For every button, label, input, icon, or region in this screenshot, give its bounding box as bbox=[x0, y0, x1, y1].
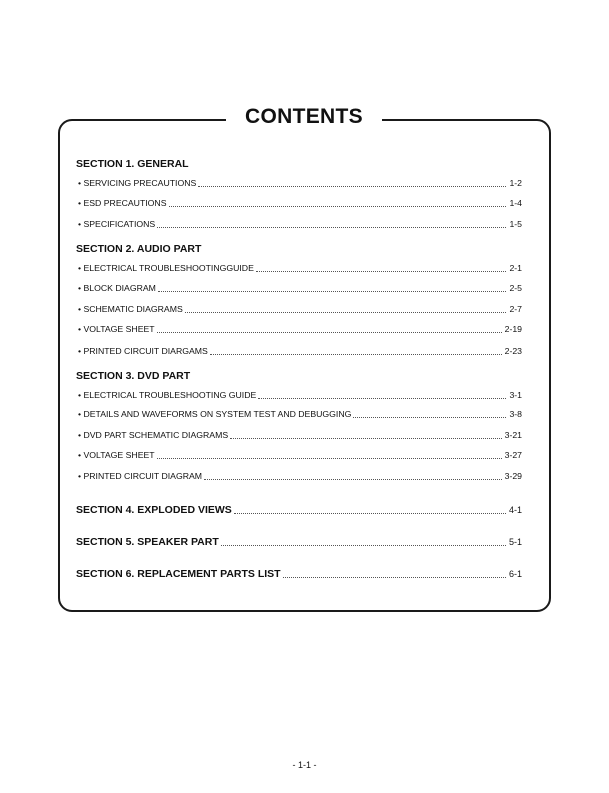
toc-section-entry[interactable] bbox=[76, 535, 522, 549]
toc-entry[interactable]: • SERVICING PRECAUTIONS 1-2 bbox=[78, 178, 522, 188]
toc-section-entry[interactable] bbox=[76, 567, 522, 581]
toc-entry-text: ELECTRICAL TROUBLESHOOTINGGUIDE bbox=[83, 263, 254, 273]
section-heading: SECTION 4. EXPLODED VIEWS bbox=[76, 504, 232, 516]
toc-entry-text: DETAILS AND WAVEFORMS ON SYSTEM TEST AND DEBUGGING bbox=[83, 409, 352, 419]
toc-entry-page: 2-1 bbox=[509, 263, 522, 273]
toc-entry-text: PRINTED CIRCUIT DIARGAMS bbox=[83, 346, 208, 356]
dot-leader bbox=[157, 331, 502, 333]
dot-leader bbox=[198, 185, 506, 187]
dot-leader bbox=[258, 397, 506, 399]
section-heading: SECTION 6. REPLACEMENT PARTS LIST bbox=[76, 568, 281, 580]
toc-section-entry[interactable] bbox=[76, 503, 522, 517]
section-heading: SECTION 2. AUDIO PART bbox=[76, 243, 202, 255]
dot-leader bbox=[158, 290, 507, 292]
toc-entry-text: ELECTRICAL TROUBLESHOOTING GUIDE bbox=[83, 390, 257, 400]
toc-entry-page: 3-29 bbox=[504, 471, 522, 481]
toc-entry-text: VOLTAGE SHEET bbox=[83, 324, 155, 334]
toc-entry[interactable]: • PRINTED CIRCUIT DIARGAMS 2-23 bbox=[78, 346, 522, 356]
toc-entry[interactable]: • ELECTRICAL TROUBLESHOOTINGGUIDE 2-1 bbox=[78, 263, 522, 273]
section-heading: SECTION 5. SPEAKER PART bbox=[76, 536, 219, 548]
toc-entry[interactable]: • BLOCK DIAGRAM 2-5 bbox=[78, 283, 522, 293]
dot-leader bbox=[210, 353, 502, 355]
page-title: CONTENTS bbox=[226, 102, 382, 132]
toc-entry-page: 3-27 bbox=[504, 450, 522, 460]
toc-entry-text: SCHEMATIC DIAGRAMS bbox=[83, 304, 183, 314]
dot-leader bbox=[234, 512, 506, 514]
toc-entry-page: 1-5 bbox=[509, 219, 522, 229]
toc-entry[interactable]: • PRINTED CIRCUIT DIAGRAM 3-29 bbox=[78, 471, 522, 481]
toc-entry-text: BLOCK DIAGRAM bbox=[83, 283, 156, 293]
toc-entry-page: 2-19 bbox=[504, 324, 522, 334]
section-heading: SECTION 3. DVD PART bbox=[76, 370, 191, 382]
toc-entry[interactable]: • DETAILS AND WAVEFORMS ON SYSTEM TEST AND DEBUGGING 3-8 bbox=[78, 409, 522, 419]
toc-entry[interactable]: • ELECTRICAL TROUBLESHOOTING GUIDE 3-1 bbox=[78, 390, 522, 400]
toc-entry-text: DVD PART SCHEMATIC DIAGRAMS bbox=[83, 430, 229, 440]
toc-entry[interactable]: • VOLTAGE SHEET 3-27 bbox=[78, 450, 522, 460]
toc-entry-page: 4-1 bbox=[508, 505, 522, 515]
toc-entry[interactable]: • DVD PART SCHEMATIC DIAGRAMS 3-21 bbox=[78, 430, 522, 440]
dot-leader bbox=[185, 311, 507, 313]
toc-entry-page: 1-2 bbox=[509, 178, 522, 188]
page-number: - 1-1 - bbox=[292, 760, 317, 770]
toc-entry[interactable]: • VOLTAGE SHEET 2-19 bbox=[78, 324, 522, 334]
toc-entry[interactable]: • ESD PRECAUTIONS 1-4 bbox=[78, 198, 522, 208]
toc-entry-page: 2-5 bbox=[509, 283, 522, 293]
toc-entry-text: SPECIFICATIONS bbox=[83, 219, 156, 229]
toc-entry[interactable]: • SCHEMATIC DIAGRAMS 2-7 bbox=[78, 304, 522, 314]
dot-leader bbox=[169, 205, 507, 207]
toc-entry[interactable]: • SPECIFICATIONS 1-5 bbox=[78, 219, 522, 229]
toc-entry-page: 2-7 bbox=[509, 304, 522, 314]
dot-leader bbox=[283, 576, 506, 578]
toc-entry-text: PRINTED CIRCUIT DIAGRAM bbox=[83, 471, 203, 481]
dot-leader bbox=[256, 270, 507, 272]
dot-leader bbox=[157, 457, 502, 459]
dot-leader bbox=[353, 416, 506, 418]
toc-entry-page: 6-1 bbox=[508, 569, 522, 579]
toc-entry-text: VOLTAGE SHEET bbox=[83, 450, 155, 460]
dot-leader bbox=[157, 226, 506, 228]
toc-entry-text: SERVICING PRECAUTIONS bbox=[83, 178, 197, 188]
section-heading: SECTION 1. GENERAL bbox=[76, 158, 189, 170]
dot-leader bbox=[204, 478, 502, 480]
dot-leader bbox=[230, 437, 501, 439]
dot-leader bbox=[221, 544, 506, 546]
toc-entry-page: 3-1 bbox=[509, 390, 522, 400]
toc-entry-page: 2-23 bbox=[504, 346, 522, 356]
toc-entry-page: 3-21 bbox=[504, 430, 522, 440]
toc-entry-page: 3-8 bbox=[509, 409, 522, 419]
toc-entry-page: 5-1 bbox=[508, 537, 522, 547]
toc-entry-text: ESD PRECAUTIONS bbox=[83, 198, 167, 208]
toc-entry-page: 1-4 bbox=[509, 198, 522, 208]
